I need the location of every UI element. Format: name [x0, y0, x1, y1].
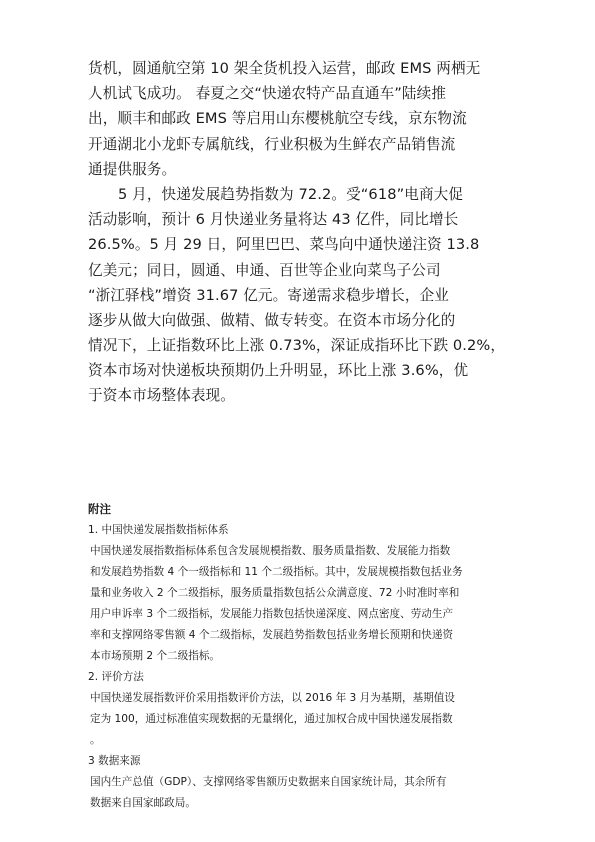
body-line: 5 月，快递发展趋势指数为 72.2。受“618”电商大促 — [118, 185, 464, 203]
body-line: 于资本市场整体表现。 — [88, 387, 235, 405]
body-line: 逐步从做大向做强、做精、做专转变。在资本市场分化的 — [88, 311, 456, 329]
body-line: 活动影响，预计 6 月快递业务量将达 43 亿件，同比增长 — [88, 211, 459, 229]
note-line: 中国快递发展指数评价采用指数评价方法，以 2016 年 3 月为基期，基期值设 — [90, 692, 455, 704]
note-line: 中国快递发展指数指标体系包含发展规模指数、服务质量指数、发展能力指数 — [90, 545, 451, 557]
note-line: 用户申诉率 3 个二级指标，发展能力指数包括快递深度、网点密度、劳动生产 — [90, 608, 454, 620]
note-line: 。 — [90, 734, 101, 746]
note-line: 定为 100，通过标准值实现数据的无量纲化，通过加权合成中国快递发展指数 — [90, 713, 453, 725]
body-line: “浙江驿栈”增资 31.67 亿元。寄递需求稳步增长，企业 — [88, 286, 449, 304]
note-line: 数据来自国家邮政局。 — [90, 797, 196, 809]
body-line: 通提供服务。 — [88, 160, 177, 178]
note-line: 本市场预期 2 个二级指标。 — [90, 650, 221, 662]
body-line: 亿美元；同日，圆通、申通、百世等企业向菜鸟子公司 — [88, 261, 441, 279]
note-line: 和发展趋势指数 4 个一级指标和 11 个二级指标。其中，发展规模指数包括业务 — [90, 566, 463, 578]
note-heading: 1. 中国快递发展指数指标体系 — [88, 524, 229, 536]
notes-title: 附注 — [88, 502, 111, 516]
body-line: 货机，圆通航空第 10 架全货机投入运营，邮政 EMS 两栖无 — [88, 60, 481, 77]
body-line: 26.5%。5 月 29 日，阿里巴巴、菜鸟向中通快递注资 13.8 — [88, 236, 480, 254]
body-line: 出，顺丰和邮政 EMS 等启用山东樱桃航空专线，京东物流 — [88, 110, 467, 128]
notes-section — [88, 499, 518, 814]
note-line: 量和业务收入 2 个二级指标，服务质量指数包括公众满意度、72 小时准时率和 — [90, 587, 460, 599]
note-line: 率和支撑网络零售额 4 个二级指标，发展趋势指数包括业务增长预期和快递资 — [90, 629, 454, 641]
note-heading: 2. 评价方法 — [88, 671, 144, 683]
note-line: 国内生产总值（GDP）、支撑网络零售额历史数据来自国家统计局，其余所有 — [90, 776, 447, 788]
body-line: 情况下，上证指数环比上涨 0.73%，深证成指环比下跌 0.2%， — [88, 337, 506, 355]
body-line: 人机试飞成功。 春夏之交“快递农特产品直通车”陆续推 — [88, 85, 447, 103]
note-heading: 3 数据来源 — [88, 755, 141, 767]
body-line: 开通湖北小龙虾专属航线，行业积极为生鲜农产品销售流 — [88, 135, 456, 153]
body-line: 资本市场对快递板块预期仍上升明显，环比上涨 3.6%，优 — [88, 362, 469, 380]
body-text — [88, 56, 520, 409]
